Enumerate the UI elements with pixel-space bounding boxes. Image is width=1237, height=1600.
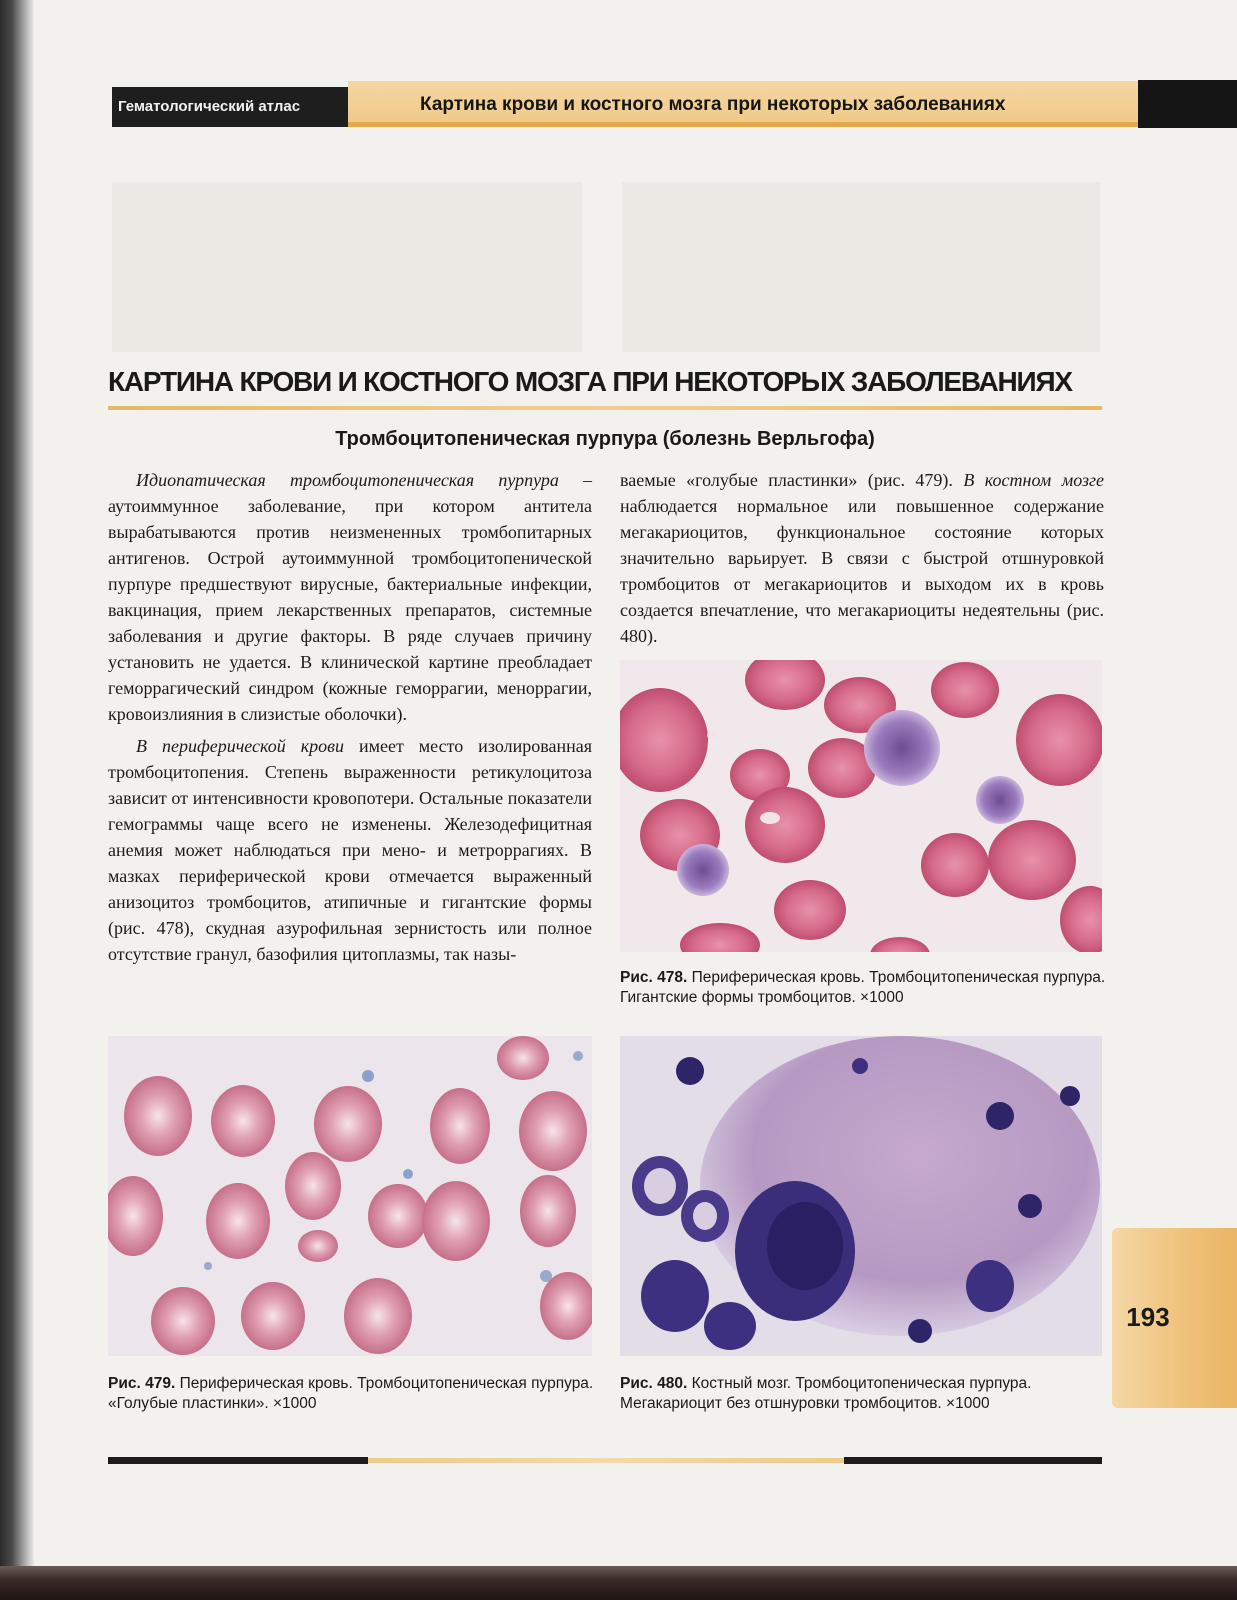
footer-rule-left bbox=[108, 1457, 368, 1464]
bleed-through-block bbox=[112, 182, 582, 352]
page-number: 193 bbox=[1126, 1302, 1170, 1332]
header-section-title: Картина крови и костного мозга при некоторых заболеваниях bbox=[420, 94, 1006, 115]
figure-479-label: Рис. 479. bbox=[108, 1375, 176, 1392]
figure-480-caption-text: Костный мозг. Тромбоцитопеническая пурпура. Мегакариоцит без отшнуровки тромбоцитов. ×1000 bbox=[620, 1375, 1032, 1412]
header-atlas-label: Гематологический атлас bbox=[118, 98, 301, 115]
text-column-right bbox=[620, 467, 1104, 649]
term-peripheral-blood: В периферической крови bbox=[136, 736, 344, 756]
footer-rule-center bbox=[368, 1458, 844, 1463]
paragraph-3 bbox=[620, 467, 1104, 649]
figure-479-caption-text: Периферическая кровь. Тромбоцитопеническая пурпура. «Голубые пластинки». ×1000 bbox=[108, 1375, 594, 1412]
header-corner-block bbox=[1138, 80, 1237, 128]
paragraph-3-text: наблюдается нормальное или повышенное содержание мегакариоцитов, функциональное состояние которых значительно варьирует. В связи с быстрой отшнуровкой тромбоцитов от мегакариоцитов и выходом их в кровь создается впечатление, что мегакариоциты недеятельны (рис. 480). bbox=[620, 496, 1104, 646]
figure-480-caption bbox=[620, 1374, 1110, 1414]
figure-478-caption bbox=[620, 968, 1110, 1008]
book-spine-shadow bbox=[0, 0, 34, 1600]
paragraph-1-text: – аутоиммунное заболевание, при котором антитела вырабатываются против неизмененных тромбопитарных антигенов. Острой аутоиммунной тромбоцитопенической пурпуре предшествуют вирусные, бактериальные инфекции, вакцинация, прием лекарственных препаратов, системные заболевания и другие факторы. В ряде случаев причину установить не удается. В клинической картине преобладает геморрагический синдром (кожные геморрагии, меноррагии, кровоизлияния в слизистые оболочки). bbox=[108, 470, 592, 724]
term-itp: Идиопатическая тромбоцитопеническая пурпура bbox=[136, 470, 559, 490]
figure-479-micrograph bbox=[108, 1036, 592, 1356]
paragraph-1 bbox=[108, 467, 592, 727]
footer-rule-right bbox=[844, 1457, 1102, 1464]
book-bottom-edge bbox=[0, 1566, 1237, 1600]
figure-478-caption-text: Периферическая кровь. Тромбоцитопеническая пурпура. Гигантские формы тромбоцитов. ×1000 bbox=[620, 969, 1106, 1006]
figure-478-label: Рис. 478. bbox=[620, 969, 688, 986]
figure-480-label: Рис. 480. bbox=[620, 1375, 688, 1392]
bleed-through-block bbox=[622, 182, 1100, 352]
text-column-left bbox=[108, 467, 592, 967]
header-underline bbox=[348, 122, 1138, 127]
title-rule bbox=[108, 406, 1102, 410]
paragraph-3-start: ваемые «голубые пластинки» (рис. 479). bbox=[620, 470, 964, 490]
figure-480-micrograph bbox=[620, 1036, 1102, 1356]
term-bone-marrow: В костном мозге bbox=[963, 470, 1104, 490]
section-subtitle: Тромбоцитопеническая пурпура (болезнь Верльгофа) bbox=[335, 428, 875, 450]
paragraph-2-text: имеет место изолированная тромбоцитопения. Степень выраженности ретикулоцитоза зависит от интенсивности кровопотери. Остальные показатели гемограммы чаще всего не изменены. Железодефицитная анемия может наблюдаться при мено- и метроррагиях. В мазках периферической крови отмечается выраженный анизоцитоз тромбоцитов, атипичные и гигантские формы (рис. 478), скудная азурофильная зернистость или полное отсутствие гранул, базофилия цитоплазмы, так назы- bbox=[108, 736, 592, 964]
page-title: КАРТИНА КРОВИ И КОСТНОГО МОЗГА ПРИ НЕКОТОРЫХ ЗАБОЛЕВАНИЯХ bbox=[108, 366, 1072, 397]
paragraph-2 bbox=[108, 733, 592, 967]
figure-478-micrograph bbox=[620, 660, 1102, 952]
figure-479-caption bbox=[108, 1374, 598, 1414]
